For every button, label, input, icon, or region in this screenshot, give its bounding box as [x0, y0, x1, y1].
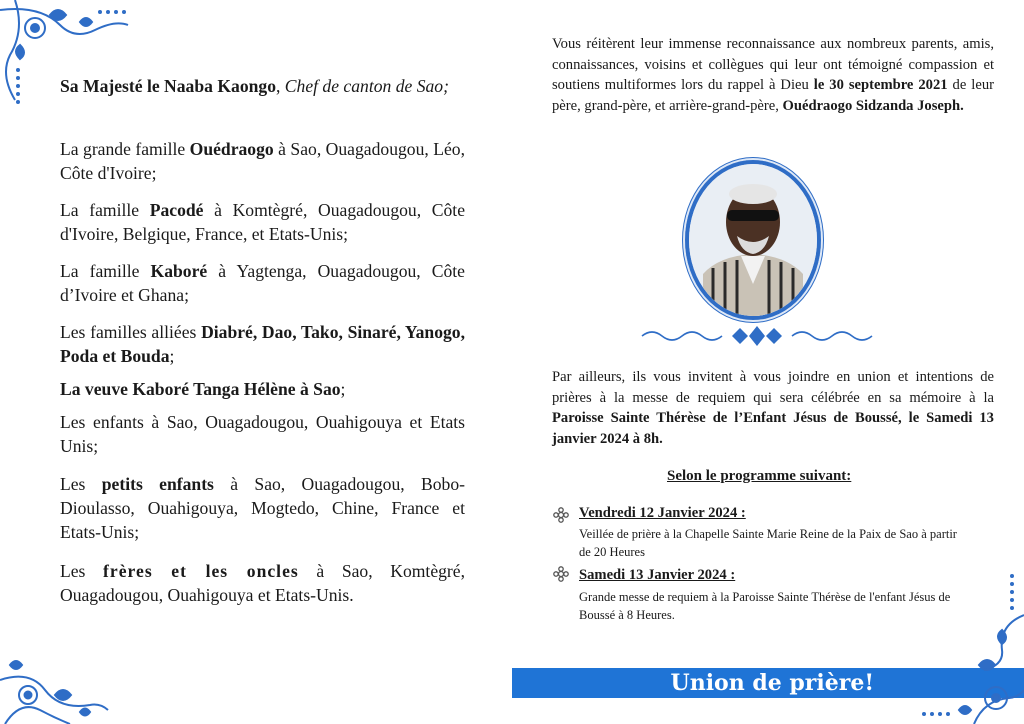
paragraph-familles-alliees: Les familles alliées Diabré, Dao, Tako, Sinaré, Yanogo, Poda et Bouda; [60, 322, 465, 366]
right-page [512, 0, 1024, 724]
event-day-vendredi: Vendredi 12 Janvier 2024 : [579, 505, 746, 521]
floral-corner-ornament-bottom-left [0, 650, 110, 724]
event-desc-samedi: Grande messe de requiem à la Paroisse Sainte Thérèse de l'enfant Jésus de Boussé à 8 Heures. [579, 590, 951, 622]
flower-bullet-icon [553, 566, 569, 582]
paragraph-famille-ouedraogo: La grande famille Ouédraogo à Sao, Ouagadougou, Léo, Côte d'Ivoire; [60, 139, 465, 183]
paragraph-veuve: La veuve Kaboré Tanga Hélène à Sao; [60, 379, 346, 399]
flower-bullet-icon [553, 507, 569, 523]
event-day-samedi: Samedi 13 Janvier 2024 : [579, 567, 736, 583]
paragraph-famille-pacode: La famille Pacodé à Komtègré, Ouagadougou, Côte d'Ivoire, Belgique, France, et Etats-Unis; [60, 200, 465, 244]
program-title: Selon le programme suivant: [667, 468, 852, 484]
portrait-photo [685, 160, 821, 320]
event-desc-vendredi: Veillée de prière à la Chapelle Sainte Marie Reine de la Paix de Sao à partir de 20 Heures [579, 527, 957, 559]
invitation-paragraph: Par ailleurs, ils vous invitent à vous joindre en union et intentions de prières à la messe de requiem qui sera célébrée en sa mémoire à la Paroisse Sainte Thérèse de l’Enfant Jésus de Boussé, le Samedi 13 janvier 2024 à 8h. [552, 369, 994, 447]
paragraph-naaba: Sa Majesté le Naaba Kaongo, Chef de canton de Sao; [60, 76, 449, 96]
paragraph-enfants: Les enfants à Sao, Ouagadougou, Ouahigouya et Etats Unis; [60, 412, 465, 456]
paragraph-famille-kabore: La famille Kaboré à Yagtenga, Ouagadougou, Côte d’Ivoire et Ghana; [60, 261, 465, 305]
portrait-illustration [689, 164, 817, 316]
paragraph-freres-oncles: Les frères et les oncles à Sao, Komtègré, Ouagadougou, Ouahigouya et Etats-Unis. [60, 561, 465, 605]
intro-paragraph: Vous réitèrent leur immense reconnaissance aux nombreux parents, amis, connaissances, voisins et collègues qui leur ont témoigné compassion et soutiens multiformes lors du rappel à Dieu le 30 septembre 2021 de leur père, grand-père, et arrière-grand-père, Ouédraogo Sidzanda Joseph. [552, 36, 994, 114]
floral-corner-ornament-bottom-right [884, 570, 1024, 724]
paragraph-petits-enfants: Les petits enfants à Sao, Ouagadougou, Bobo-Dioulasso, Ouahigouya, Mogtedo, Chine, France et Etats-Unis; [60, 474, 465, 542]
banner-text: Union de prière! [670, 670, 874, 696]
decorative-divider [637, 325, 877, 347]
